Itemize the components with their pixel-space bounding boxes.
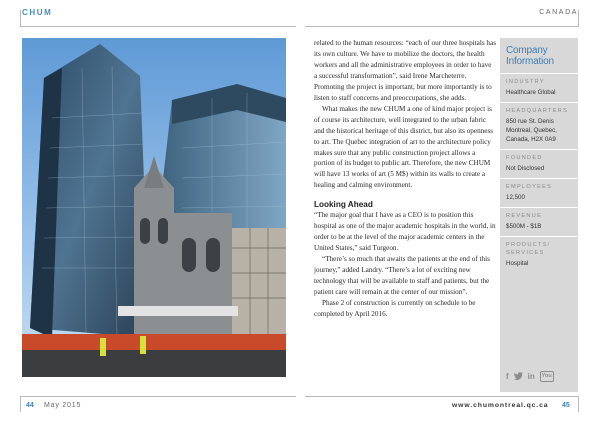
footer-rule-tick-right — [578, 396, 579, 412]
founded-value: Not Disclosed — [506, 165, 545, 172]
article-paragraph-2: What makes the new CHUM a one of kind major project is of course its architecture, well integrated to the urban fabric and the historical heritage of this district, but also its openness to art. The Quebec integration of art to the architecture policy makes sure that any public construction project allows a portion of its budget to public art. Therefore, the new CHUM will have 13 works of art (5 M$) within its walls to create a healing and calming environment. — [314, 104, 494, 190]
hospital-construction-photo — [22, 38, 286, 377]
products-value: Hospital — [506, 260, 529, 267]
sidebar-revenue — [500, 207, 578, 236]
photo-crane-scaffold — [232, 228, 286, 338]
youtube-icon[interactable]: You — [540, 371, 554, 382]
twitter-icon[interactable] — [514, 372, 523, 382]
headquarters-line-1: 850 rue St. Denis — [506, 118, 554, 125]
sidebar-title: Company Information — [506, 45, 554, 67]
issue-date: May 2015 — [44, 402, 82, 409]
header-rule-right — [305, 26, 579, 27]
photo-worker-1 — [100, 338, 106, 356]
photo-worker-2 — [140, 336, 146, 354]
article-paragraph-5: Phase 2 of construction is currently on schedule to be completed by April 2016. — [314, 298, 476, 318]
industry-value: Healthcare Global — [506, 89, 556, 96]
headquarters-label: HEADQUARTERS — [506, 108, 569, 114]
industry-label: INDUSTRY — [506, 79, 545, 85]
founded-label: FOUNDED — [506, 155, 543, 161]
left-page-number: 44 — [26, 402, 34, 409]
sidebar-employees — [500, 178, 578, 207]
article-body — [314, 38, 496, 320]
header-section-label: CHUM — [22, 8, 53, 17]
facebook-icon[interactable]: f — [506, 372, 509, 381]
headquarters-line-3: Canada, H2X 0A9 — [506, 136, 556, 143]
employees-label: EMPLOYEES — [506, 184, 553, 190]
article-paragraph-4: “There’s so much that awaits the patients at the end of this journey,” added Landry. “There’s a lot of exciting new technology that will be available to staff and patients, but the patient care will remain at the center of our mission”. — [314, 255, 490, 297]
header-rule-left — [20, 26, 296, 27]
footer-rule-left — [20, 396, 296, 397]
header-rule-tick-left — [20, 10, 21, 26]
headquarters-address — [506, 117, 572, 144]
linkedin-icon[interactable]: in — [527, 372, 535, 381]
employees-value: 12,500 — [506, 194, 525, 201]
article-paragraph-1: related to the human resources: “each of our three hospitals has its own culture. We have to mobilize the doctors, the health workers and all the administrative employees in order to have a successful transformation”, said Irene Marcheterre. Promoting the project is important, but more importantly is to listen to staff concerns and preoccupations, she adds. — [314, 39, 497, 102]
revenue-label: REVENUE — [506, 213, 543, 219]
sidebar-founded — [500, 149, 578, 178]
footer-rule-tick-left — [20, 396, 21, 412]
photo-construction-canopy — [118, 306, 238, 316]
header-rule-tick-right — [578, 10, 579, 26]
sidebar-products — [500, 236, 578, 273]
article-subheading: Looking Ahead — [314, 200, 373, 210]
products-label: PRODUCTS/ SERVICES — [506, 242, 551, 256]
social-links — [506, 371, 554, 382]
sidebar-industry — [500, 73, 578, 102]
sidebar-headquarters — [500, 102, 578, 149]
photo-ground — [22, 350, 286, 377]
footer-website-link[interactable]: www.chumontreal.qc.ca — [452, 402, 549, 409]
photo-site-fence — [22, 334, 286, 350]
company-info-sidebar — [500, 38, 578, 392]
footer-rule-right — [305, 396, 579, 397]
right-page-number: 45 — [562, 402, 570, 409]
header-country-label: CANADA — [539, 9, 578, 16]
article-paragraph-3: “The major goal that I have as a CEO is to position this hospital as one of the major academic hospitals in the world, in order to be at the level of the major academic centers in the United States,” said Turgeon. — [314, 211, 496, 253]
revenue-value: $500M - $1B — [506, 223, 542, 230]
headquarters-line-2: Montreal, Quebec, — [506, 127, 557, 134]
